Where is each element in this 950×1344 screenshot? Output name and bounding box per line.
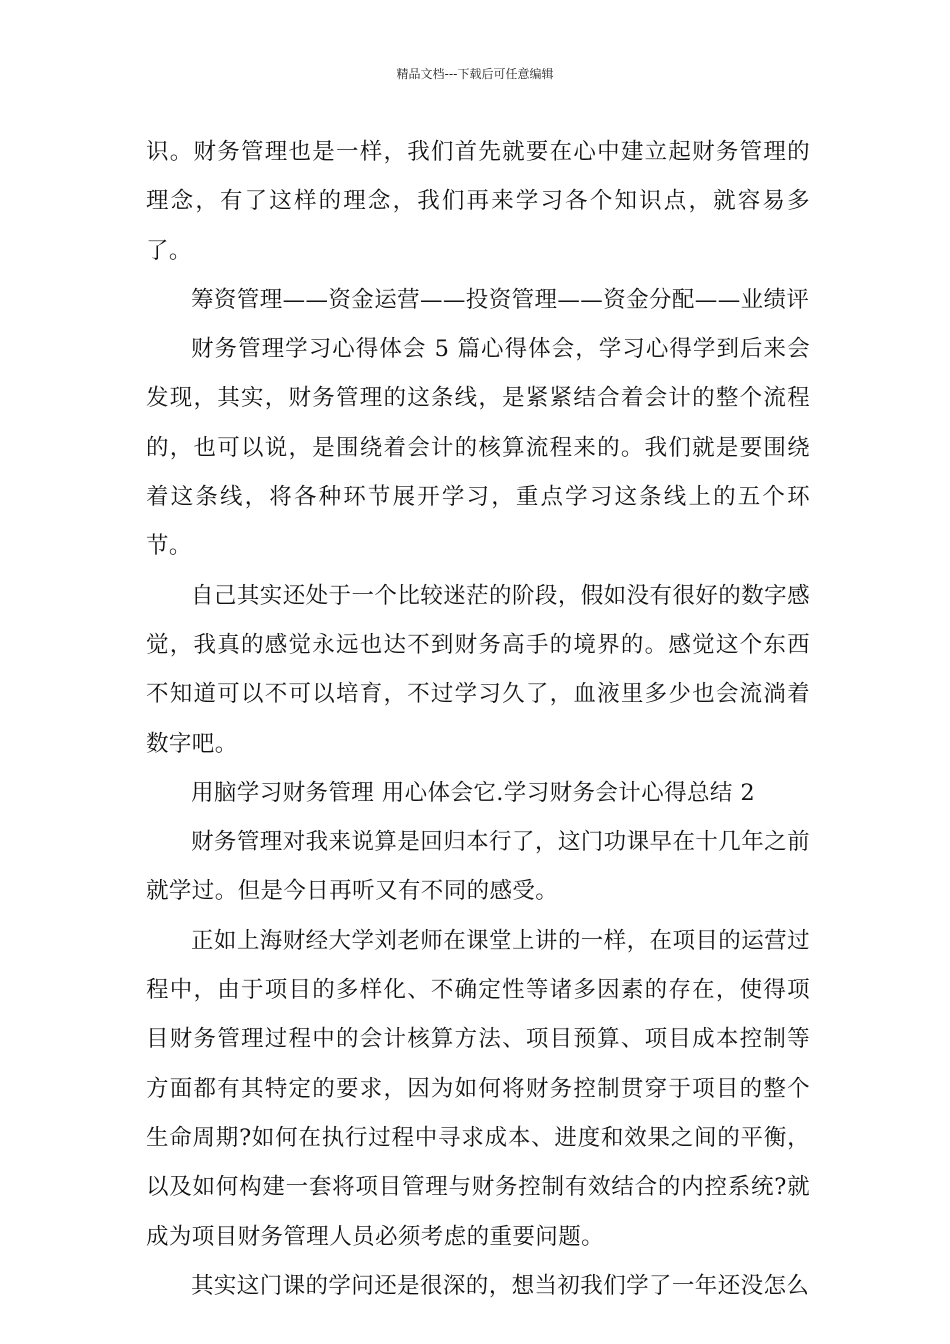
paragraph-8: 其实这门课的学问还是很深的，想当初我们学了一年还没怎么 bbox=[191, 1272, 810, 1299]
paragraph-2: 筹资管理——资金运营——投资管理——资金分配——业绩评 bbox=[191, 286, 810, 313]
paragraph-5: 用脑学习财务管理 用心体会它.学习财务会计心得总结 2 bbox=[191, 779, 756, 806]
paragraph-4: 自己其实还处于一个比较迷茫的阶段，假如没有很好的数字感觉，我真的感觉永远也达不到财务高手的境界的。感觉这个东西不知道可以不可以培育，不过学习久了，血液里多少也会流淌着数字吧。 bbox=[146, 582, 810, 757]
page-header: 精品文档---下载后可任意编辑 bbox=[396, 67, 554, 81]
paragraph-1: 识。财务管理也是一样，我们首先就要在心中建立起财务管理的理念，有了这样的理念，我们再来学习各个知识点，就容易多了。 bbox=[146, 139, 810, 264]
paragraph-6: 财务管理对我来说算是回归本行了，这门功课早在十几年之前就学过。但是今日再听又有不同的感受。 bbox=[146, 829, 810, 905]
document-body bbox=[146, 128, 810, 1311]
paragraph-7: 正如上海财经大学刘老师在课堂上讲的一样，在项目的运营过程中，由于项目的多样化、不确定性等诸多因素的存在，使得项目财务管理过程中的会计核算方法、项目预算、项目成本控制等方面都有其特定的要求，因为如何将财务控制贯穿于项目的整个生命周期?如何在执行过程中寻求成本、进度和效果之间的平衡，以及如何构建一套将项目管理与财务控制有效结合的内控系统?就成为项目财务管理人员必须考虑的重要问题。 bbox=[146, 927, 810, 1250]
paragraph-3: 财务管理学习心得体会 5 篇心得体会，学习心得学到后来会发现，其实，财务管理的这条线，是紧紧结合着会计的整个流程的，也可以说，是围绕着会计的核算流程来的。我们就是要围绕着这条线，将各种环节展开学习，重点学习这条线上的五个环节。 bbox=[146, 336, 810, 560]
